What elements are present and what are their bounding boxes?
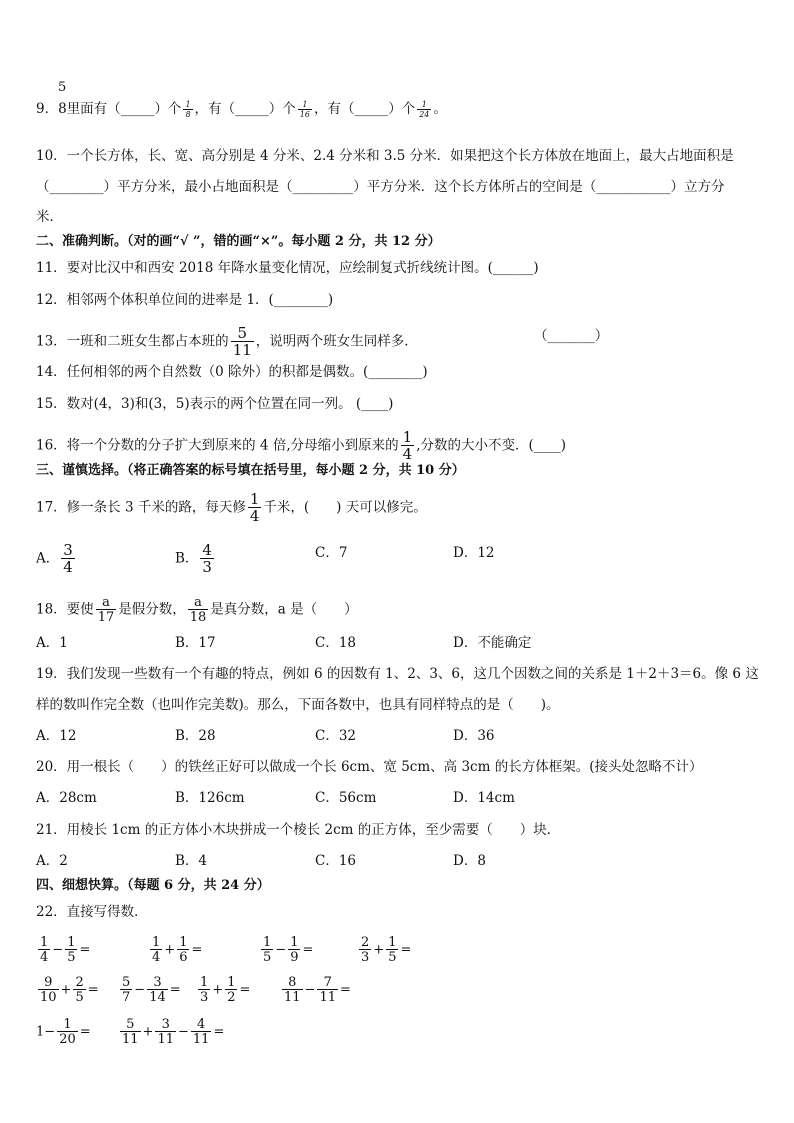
question-10-line-3: 米．: [36, 209, 63, 225]
q21-option-c[interactable]: C．16: [315, 853, 357, 869]
calc-expression: $\frac{1}{3}$ + $\frac{1}{2}$ =: [200, 975, 251, 1005]
calc-expression: $\frac{5}{7}$ − $\frac{3}{14}$ =: [122, 975, 181, 1005]
q18-option-c[interactable]: C．18: [315, 635, 357, 651]
question-13: 13．一班和二班女生都占本班的 $\frac{5}{11}$ ，说明两个班女生同样多． （_______）: [36, 324, 609, 359]
calc-expression: $\frac{1}{4}$ + $\frac{1}{6}$ =: [152, 935, 203, 965]
fraction: $\frac{1}{4}$: [402, 428, 413, 463]
question-14: 14．任何相邻的两个自然数（0 除外）的积都是偶数。(________): [36, 364, 428, 380]
section-3-heading: 三、谨慎选择。（将正确答案的标号填在括号里，每小题 2 分，共 10 分）: [36, 463, 465, 478]
question-15: 15．数对(4，3)和(3，5)表示的两个位置在同一列。 (____): [36, 396, 394, 412]
q18-option-a[interactable]: A．1: [36, 635, 68, 651]
question-16: 16．将一个分数的分子扩大到原来的 4 倍,分母缩小到原来的 $\frac{1}{4}$ ,分数的大小不变．(____): [36, 428, 567, 463]
q17-option-d[interactable]: D．12: [453, 545, 495, 561]
answer-blank[interactable]: _____: [354, 101, 389, 117]
fraction: $\frac{1}{16}$: [299, 99, 310, 119]
fraction: $\frac{4}{3}$: [202, 541, 212, 576]
q21-option-a[interactable]: A．2: [36, 853, 68, 869]
question-21: 21．用棱长 1cm 的正方体小木块拼成一个棱长 2cm 的正方体，至少需要（ ）块．: [36, 822, 561, 838]
calc-expression: $\frac{8}{11}$ − $\frac{7}{11}$ =: [284, 975, 351, 1005]
calc-expression: $\frac{1}{5}$ − $\frac{1}{9}$ =: [263, 935, 314, 965]
q20-option-b[interactable]: B．126cm: [175, 790, 245, 806]
q20-option-d[interactable]: D．14cm: [453, 790, 515, 806]
question-17: 17．修一条长 3 千米的路，每天修 $\frac{1}{4}$ 千米，( ) 天可以修完。: [36, 490, 427, 525]
question-10-line-2: （________）平方分米，最小占地面积是（_________）平方分米．这个长方体所占的空间是（___________）立方分: [36, 179, 725, 195]
question-10-line-1: 10．一个长方体，长、宽、高分别是 4 分米、2.4 分米和 3.5 分米．如果把这个长方体放在地面上，最大占地面积是: [36, 148, 734, 164]
q18-option-b[interactable]: B．17: [175, 635, 216, 651]
fraction: $\frac{1}{4}$: [249, 490, 260, 525]
fraction: $\frac{5}{11}$: [232, 324, 252, 359]
question-9-line: 9．8里面有（_____）个 $\frac{1}{8}$ ，有（_____）个 $\frac{1}{16}$ ，有（_____）个 $\frac{1}{24}$ 。: [36, 99, 447, 119]
answer-blank[interactable]: （_______）: [534, 328, 609, 344]
q20-option-c[interactable]: C．56cm: [315, 790, 377, 806]
q19-option-c[interactable]: C．32: [315, 728, 357, 744]
question-11: 11．要对比汉中和西安 2018 年降水量变化情况，应绘制复式折线统计图。(______): [36, 260, 539, 276]
question-20: 20．用一根长（ ）的铁丝正好可以做成一个长 6cm、宽 5cm、高 3cm 的长方体框架。(接头处忽略不计）: [36, 759, 703, 775]
q19-option-b[interactable]: B．28: [175, 728, 216, 744]
calc-expression: $\frac{2}{3}$ + $\frac{1}{5}$ =: [361, 935, 412, 965]
question-22-title: 22．直接写得数．: [36, 904, 148, 920]
q17-option-a[interactable]: A． $\frac{3}{4}$: [36, 541, 73, 576]
q9-top-numerator: 5: [58, 80, 67, 95]
fraction: $\frac{a}{17}$: [97, 595, 115, 625]
answer-blank[interactable]: _____: [235, 101, 269, 117]
calc-expression: $\frac{9}{10}$ + $\frac{2}{5}$ =: [40, 975, 99, 1005]
section-2-heading: 二、准确判断。（对的画“√ ”，错的画“×”。每小题 2 分，共 12 分）: [36, 234, 441, 249]
q19-option-a[interactable]: A．12: [36, 728, 77, 744]
q21-option-b[interactable]: B．4: [175, 853, 208, 869]
q17-option-b[interactable]: B． $\frac{4}{3}$: [175, 541, 212, 576]
q17-option-c[interactable]: C．7: [315, 545, 348, 561]
fraction: $\frac{1}{24}$: [419, 99, 430, 119]
q20-option-a[interactable]: A．28cm: [36, 790, 97, 806]
answer-blank[interactable]: _____: [120, 101, 155, 117]
fraction: $\frac{3}{4}$: [63, 541, 73, 576]
calc-expression: $\frac{5}{11}$ + $\frac{3}{11}$ − $\frac{4}{11}$ =: [122, 1017, 225, 1047]
question-19-line-2: 样的数叫作完全数（也叫作完美数)。那么，下面各数中，也具有同样特点的是（ )。: [36, 697, 560, 713]
fraction: $\frac{1}{8}$: [185, 99, 191, 119]
q9-big-number: 8: [58, 101, 67, 117]
calc-expression: $\frac{1}{4}$ − $\frac{1}{5}$ =: [40, 935, 91, 965]
question-18: 18．要使 $\frac{a}{17}$ 是假分数， $\frac{a}{18}$ 是真分数，a 是（ ）: [36, 595, 358, 625]
question-19-line-1: 19．我们发现一些数有一个有趣的特点，例如 6 的因数有 1、2、3、6，这几个因数之间的关系是 1＋2＋3＝6。像 6 这: [36, 666, 759, 682]
question-12: 12．相邻两个体积单位间的进率是 1．(________): [36, 292, 334, 308]
fraction: $\frac{a}{18}$: [189, 595, 207, 625]
calc-expression: 1− $\frac{1}{20}$ =: [36, 1017, 91, 1047]
q21-option-d[interactable]: D．8: [453, 853, 486, 869]
section-4-heading: 四、细想快算。（每题 6 分，共 24 分）: [36, 878, 270, 893]
q18-option-d[interactable]: D．不能确定: [453, 635, 532, 651]
q19-option-d[interactable]: D．36: [453, 728, 495, 744]
